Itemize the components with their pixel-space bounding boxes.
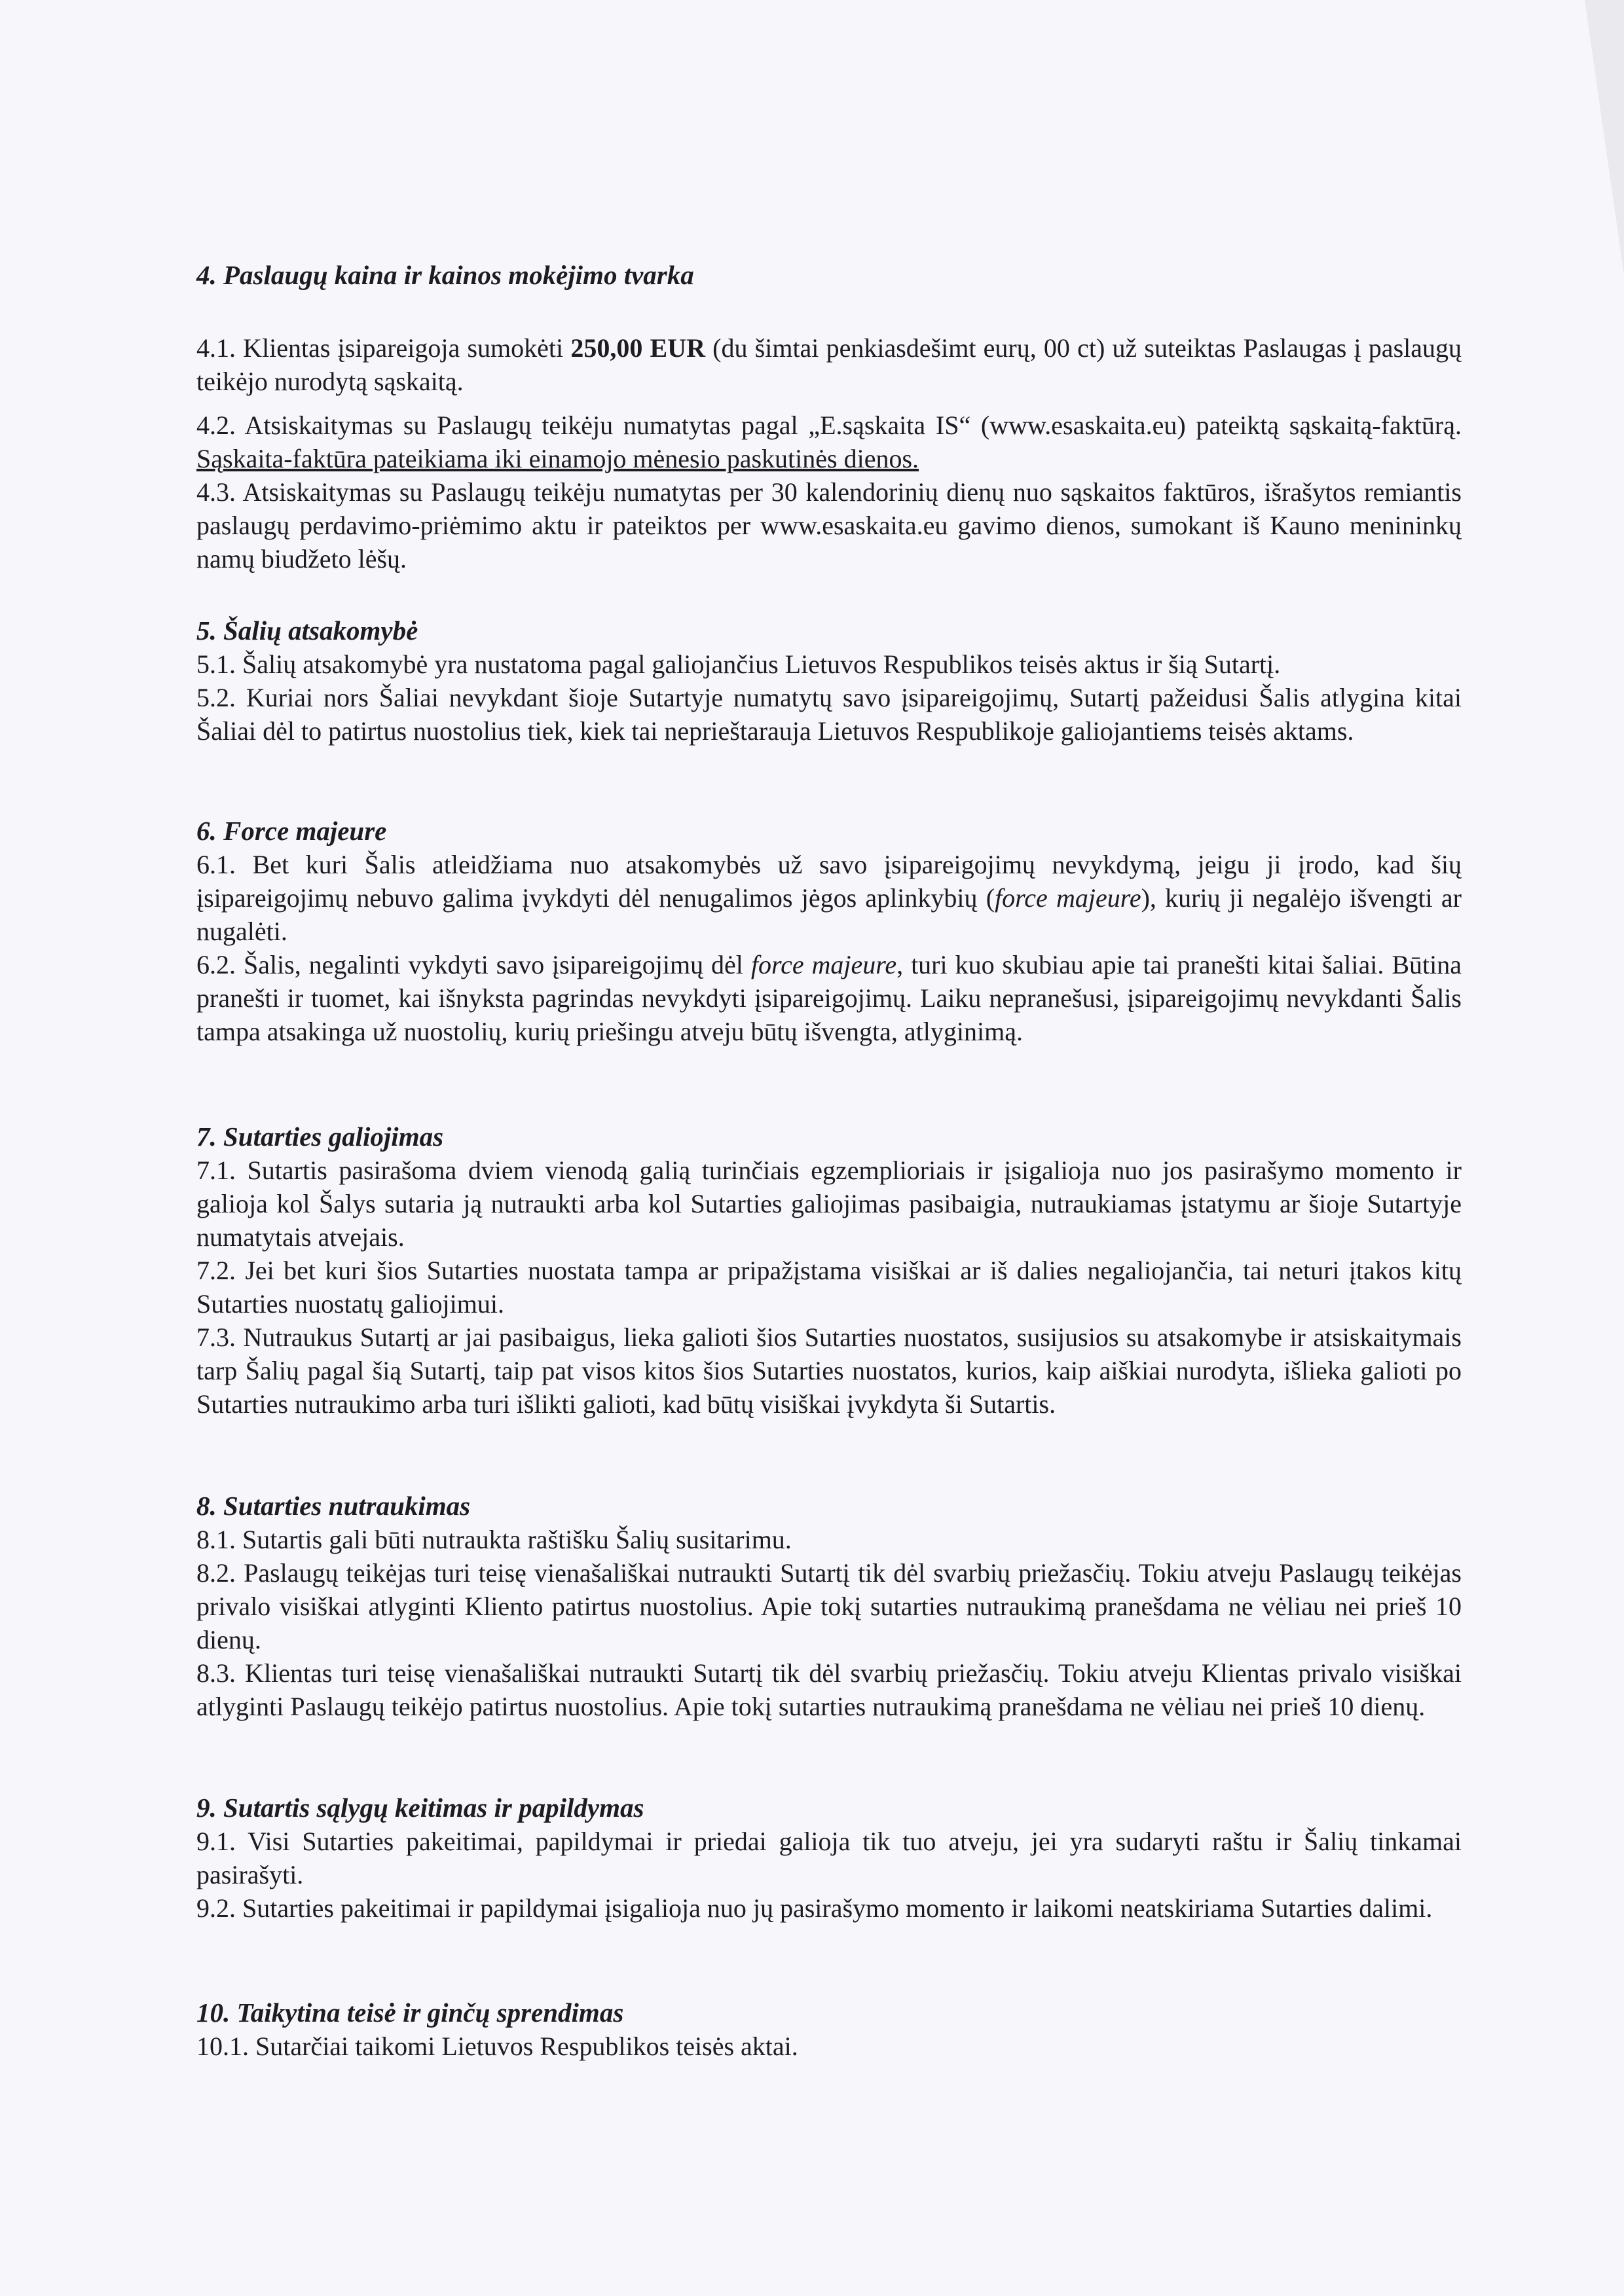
clause-5-2: 5.2. Kuriai nors Šaliai nevykdant šioje Sutartyje numatytų savo įsipareigojimų, Sutartį pažeidusi Šalis atlygina kitai Šaliai dėl to patirtus nuostolius tiek, kiek tai neprieštarauja Lietuvos Respublikoje galiojantiems teisės aktams. [196,683,1462,746]
section-heading: 6. Force majeure [196,816,387,846]
clause-6-1 [196,848,1462,948]
section-9 [196,1791,1462,1925]
clause-text: 4.1. Klientas įsipareigoja sumokėti [196,333,571,363]
italic-term: force majeure [995,883,1141,913]
page-fold [1585,0,1624,275]
clause-9-1: 9.1. Visi Sutarties pakeitimai, papildymai ir priedai galioja tik tuo atveju, jei yra sudaryti raštu ir Šalių tinkamai pasirašyti. [196,1827,1462,1889]
clause-4-1 [196,331,1462,398]
clause-10-1: 10.1. Sutarčiai taikomi Lietuvos Respublikos teisės aktai. [196,2032,798,2061]
clause-7-1: 7.1. Sutartis pasirašoma dviem vienodą galią turinčiais egzemplioriais ir įsigalioja nuo jos pasirašymo momento ir galioja kol Šalys sutaria ją nutraukti arba kol Sutarties galiojimas pasibaigia, nutraukiamas įstatymu ar šioje Sutartyje numatytais atvejais. [196,1156,1462,1252]
section-heading: 8. Sutarties nutraukimas [196,1491,471,1521]
clause-7-3: 7.3. Nutraukus Sutartį ar jai pasibaigus, lieka galioti šios Sutarties nuostatos, susijusios su atsakomybe ir atsiskaitymais tarp Šalių pagal šią Sutartį, taip pat visos kitos šios Sutarties nuostatos, kurios, kaip aiškiai nurodyta, išlieka galioti po Sutarties nutraukimo arba turi išlikti galioti, kad būtų visiškai įvykdyta ši Sutartis. [196,1322,1462,1419]
section-heading: 10. Taikytina teisė ir ginčų sprendimas [196,1997,624,2028]
section-4 [196,258,1462,575]
amount: 250,00 EUR [570,333,705,363]
clause-8-1: 8.1. Sutartis gali būti nutraukta raštišku Šalių susitarimu. [196,1525,792,1554]
underlined-text: Sąskaita-faktūra pateikiama iki einamojo mėnesio paskutinės dienos. [196,444,919,473]
clause-9-2: 9.2. Sutarties pakeitimai ir papildymai įsigalioja nuo jų pasirašymo momento ir laikomi neatskiriama Sutarties dalimi. [196,1893,1433,1923]
section-heading: 9. Sutartis sąlygų keitimas ir papildymas [196,1793,644,1823]
clause-4-2 [196,409,1462,475]
clause-7-2: 7.2. Jei bet kuri šios Sutarties nuostata tampa ar pripažįstama visiškai ar iš dalies negaliojančia, tai neturi įtakos kitų Sutarties nuostatų galiojimui. [196,1256,1462,1319]
section-10 [196,1995,1462,2063]
clause-text: , turi kuo skubiau apie tai pranešti kitai šaliai. Būtina pranešti ir tuomet, kai išnyksta pagrindas nevykdyti įsipareigojimų. Laiku nepranešusi, įsipareigojimų nevykdanti Šalis tampa atsakinga už nuostolių, kurių priešingu atveju būtų išvengta, atlyginimą. [196,950,1462,1046]
clause-text: (du šimtai penkiasdešimt eurų, 00 ct) už suteiktas Paslaugas į paslaugų teikėjo nurodytą sąskaitą. [196,333,1462,396]
section-heading: 7. Sutarties galiojimas [196,1121,444,1152]
clause-text: 4.2. Atsiskaitymas su Paslaugų teikėju numatytas pagal „E.sąskaita IS“ (www.esaskaita.eu) pateiktą sąskaitą-faktūrą. [196,410,1462,440]
section-7 [196,1120,1462,1421]
clause-8-3: 8.3. Klientas turi teisę vienašališkai nutraukti Sutartį tik dėl svarbių priežasčių. Tokiu atveju Klientas privalo visiškai atlyginti Paslaugų teikėjo patirtus nuostolius. Apie tokį sutarties nutraukimą pranešdama ne vėliau nei prieš 10 dienų. [196,1658,1462,1721]
section-heading: 5. Šalių atsakomybė [196,615,418,646]
section-8 [196,1489,1462,1723]
section-6 [196,814,1462,1048]
italic-term: force majeure [750,950,897,979]
clause-text: ), kurių ji negalėjo išvengti ar nugalėti. [196,883,1462,946]
section-heading: 4. Paslaugų kaina ir kainos mokėjimo tvarka [196,260,694,290]
clause-4-3: 4.3. Atsiskaitymas su Paslaugų teikėju numatytas per 30 kalendorinių dienų nuo sąskaitos faktūros, išrašytos remiantis paslaugų perdavimo-priėmimo aktu ir pateiktos per www.esaskaita.eu gavimo dienos, sumokant iš Kauno menininkų namų biudžeto lėšų. [196,477,1462,574]
clause-5-1: 5.1. Šalių atsakomybė yra nustatoma pagal galiojančius Lietuvos Respublikos teisės aktus ir šią Sutartį. [196,649,1281,679]
clause-text: 6.1. Bet kuri Šalis atleidžiama nuo atsakomybės už savo įsipareigojimų nevykdymą, jeigu ji įrodo, kad šių įsipareigojimų nebuvo galima įvykdyti dėl nenugalimos jėgos aplinkybių ( [196,850,1462,913]
clause-8-2: 8.2. Paslaugų teikėjas turi teisę vienašališkai nutraukti Sutartį tik dėl svarbių priežasčių. Tokiu atveju Paslaugų teikėjas privalo visiškai atlyginti Kliento patirtus nuostolius. Apie tokį sutarties nutraukimą pranešdama ne vėliau nei prieš 10 dienų. [196,1558,1462,1654]
clause-6-2 [196,948,1462,1048]
section-5 [196,613,1462,748]
clause-text: 6.2. Šalis, negalinti vykdyti savo įsipareigojimų dėl [196,950,751,979]
